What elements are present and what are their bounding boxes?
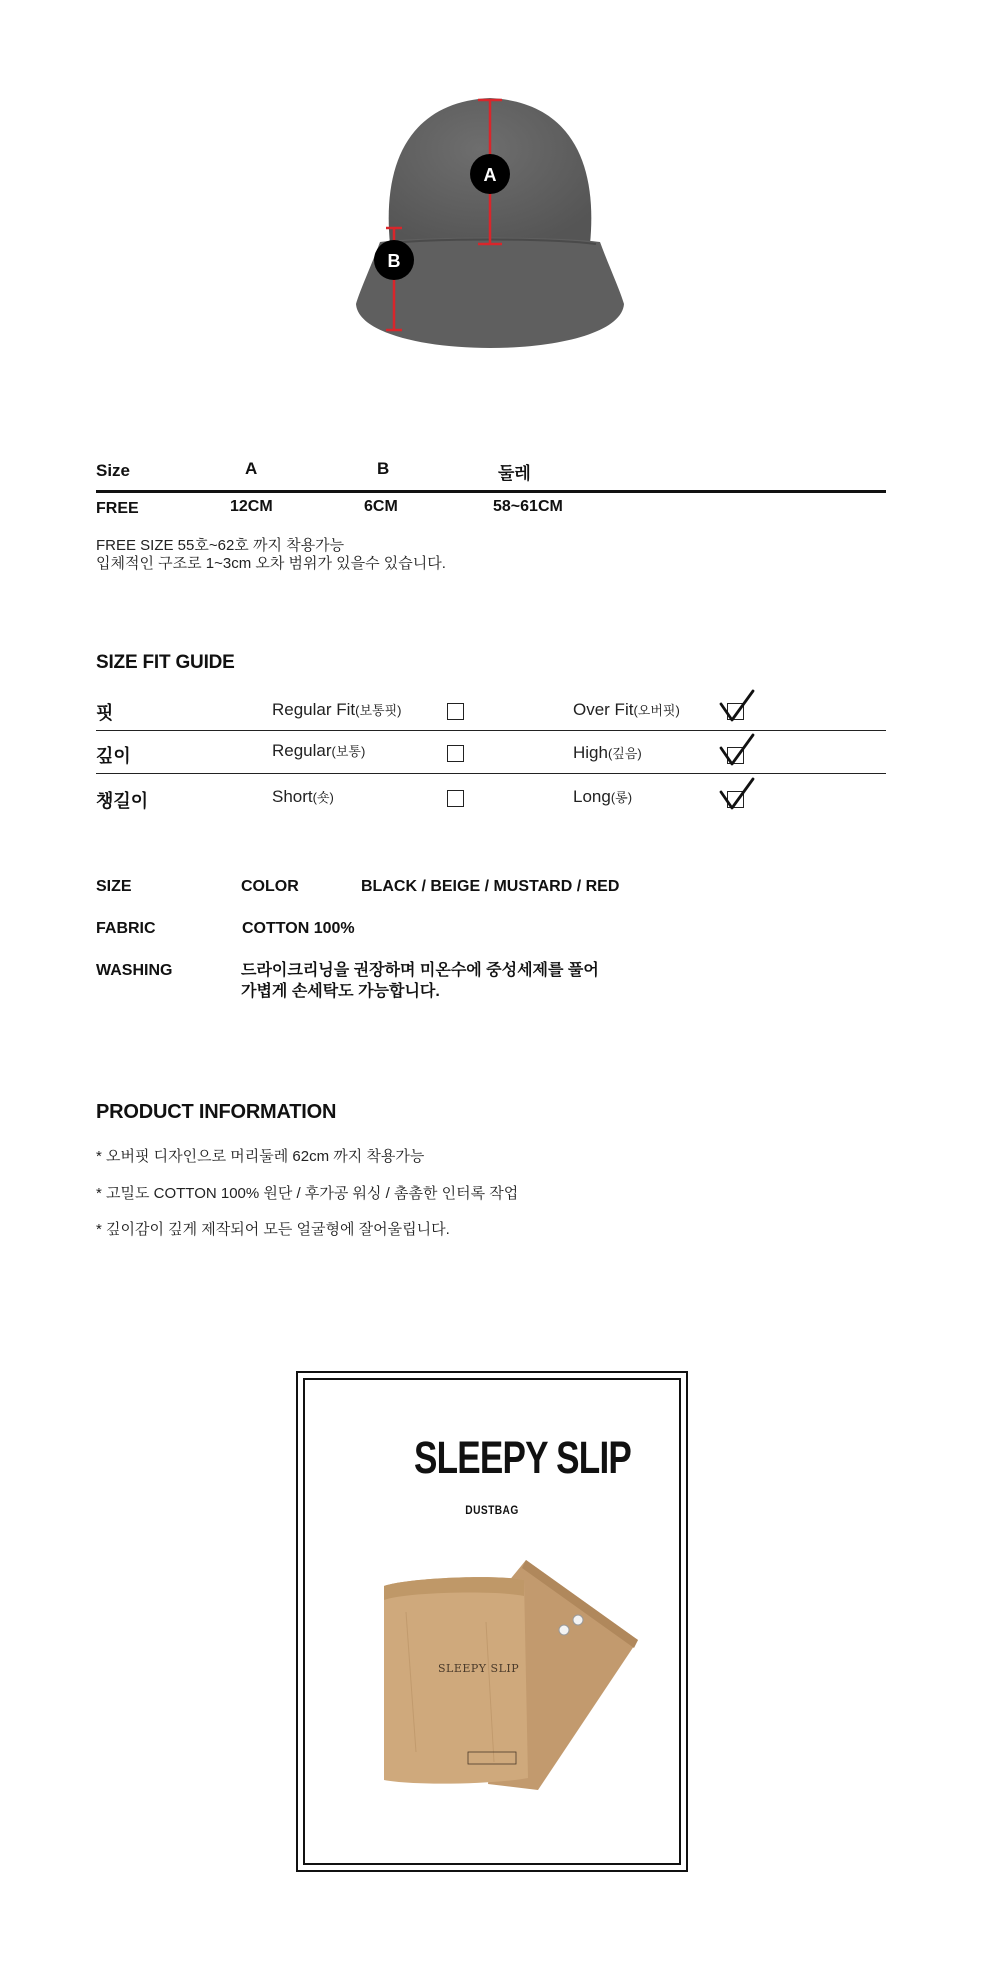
fit-option-regular: Regular Fit(보통핏): [272, 700, 402, 719]
check-icon: [718, 732, 756, 772]
hat-measurement-diagram: [350, 92, 640, 354]
product-info-line-2: * 고밀도 COTTON 100% 원단 / 후가공 워싱 / 촘촘한 인터록 작업: [96, 1185, 519, 1202]
size-value: FREE: [96, 500, 139, 517]
brim-option-short: Short(숏): [272, 787, 334, 806]
dustbag-image: [376, 1552, 640, 1792]
depth-row-divider: [96, 773, 886, 774]
depth-option-high: High(깊음): [573, 743, 642, 762]
dustbag-subtitle: DUSTBAG: [465, 1503, 519, 1517]
short-brim-checkbox[interactable]: [447, 790, 464, 807]
spec-fabric-key: FABRIC: [96, 920, 156, 937]
b-header: B: [377, 459, 390, 478]
spec-washing-line-2: 가볍게 손세탁도 가능합니다.: [241, 983, 440, 1000]
spec-size-key: SIZE: [96, 878, 132, 895]
size-note-1: FREE SIZE 55호~62호 까지 착용가능: [96, 537, 345, 554]
table-header-rule: [96, 490, 886, 493]
spec-color-key: COLOR: [241, 878, 299, 895]
check-icon: [718, 776, 756, 816]
spec-fabric-value: COTTON 100%: [242, 920, 355, 937]
product-info-title: PRODUCT INFORMATION: [96, 1101, 337, 1123]
marker-a-label: A: [483, 165, 497, 185]
a-value: 12CM: [230, 498, 273, 515]
circumference-header: 둘레: [498, 464, 531, 483]
depth-option-regular: Regular(보통): [272, 741, 366, 760]
size-note-2: 입체적인 구조로 1~3cm 오차 범위가 있을수 있습니다.: [96, 555, 446, 572]
fit-option-over: Over Fit(오버핏): [573, 700, 680, 719]
fit-guide-title: SIZE FIT GUIDE: [96, 652, 235, 673]
product-info-line-1: * 오버핏 디자인으로 머리둘레 62cm 까지 착용가능: [96, 1148, 425, 1165]
dustbag-brand-title: SLEEPY SLIP: [414, 1432, 632, 1483]
marker-b-label: B: [387, 251, 401, 271]
spec-washing-line-1: 드라이크리닝을 권장하며 미온수에 중성세제를 풀어: [241, 962, 599, 979]
regular-depth-checkbox[interactable]: [447, 745, 464, 762]
brim-row-label: 챙길이: [96, 791, 149, 811]
circumference-value: 58~61CM: [493, 498, 563, 515]
fit-row-divider: [96, 730, 886, 731]
spec-washing-key: WASHING: [96, 962, 173, 979]
fit-row-label: 핏: [96, 703, 114, 723]
spec-color-value: BLACK / BEIGE / MUSTARD / RED: [361, 878, 620, 895]
b-value: 6CM: [364, 498, 398, 515]
a-header: A: [245, 459, 258, 478]
regular-fit-checkbox[interactable]: [447, 703, 464, 720]
depth-row-label: 깊이: [96, 746, 131, 766]
product-info-line-3: * 깊이감이 깊게 제작되어 모든 얼굴형에 잘어울립니다.: [96, 1221, 450, 1238]
size-header: Size: [96, 461, 131, 480]
brim-option-long: Long(롱): [573, 787, 633, 806]
check-icon: [718, 688, 756, 728]
bag-print-text: SLEEPY SLIP: [438, 1662, 520, 1675]
